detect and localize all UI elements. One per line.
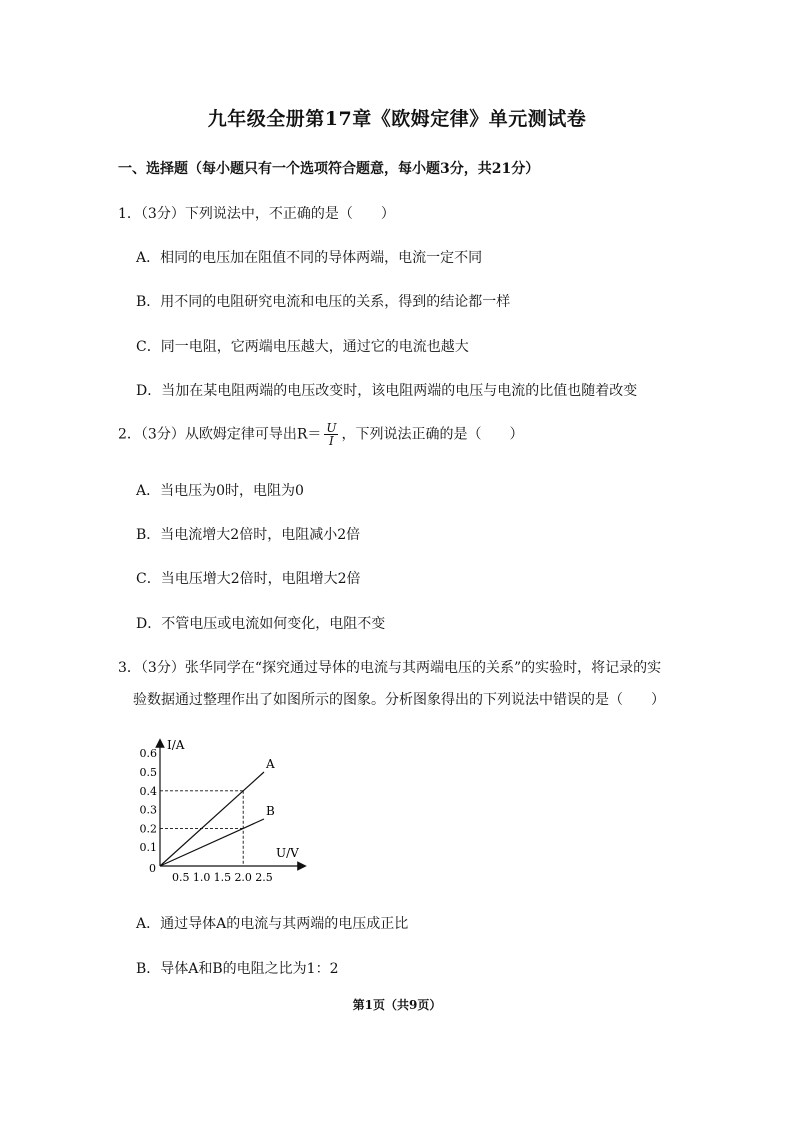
y-tick-label: 0.4: [140, 784, 157, 798]
page-footer: 第1页（共9页）: [352, 998, 442, 1012]
question-2-stem: [118, 422, 523, 447]
fraction-denominator: I: [329, 434, 334, 448]
question-3-option-b: B．导体A和B的电阻之比为1：2: [136, 961, 339, 977]
question-1-option-a: A．相同的电压加在阻值不同的导体两端，电流一定不同: [136, 250, 483, 266]
fraction-numerator: U: [326, 421, 337, 435]
formula-fraction: [324, 422, 338, 447]
question-1-option-b: B．用不同的电阻研究电流和电压的关系，得到的结论都一样: [136, 294, 511, 310]
question-3-stem-line1: 3．（3分）张华同学在“探究通过导体的电流与其两端电压的关系”的实验时，将记录的实: [118, 660, 662, 676]
y-tick-label: 0.5: [140, 766, 157, 779]
question-3-option-a: A．通过导体A的电流与其两端的电压成正比: [136, 916, 409, 932]
y-tick-label: 0.3: [140, 803, 157, 817]
question-2-stem-suffix: ，下列说法正确的是（ ）: [341, 426, 524, 443]
series-line-a: [160, 772, 264, 866]
section-heading: 一、选择题（每小题只有一个选项符合题意，每小题3分，共21分）: [118, 161, 540, 177]
current-voltage-chart: [140, 733, 310, 885]
series-line-b: [160, 819, 264, 866]
origin-label: 0: [149, 862, 156, 875]
question-1-option-d: D．当加在某电阻两端的电压改变时，该电阻两端的电压与电流的比值也随着改变: [136, 383, 638, 399]
x-axis-label: U/V: [276, 846, 299, 860]
series-label-b: B: [266, 804, 275, 818]
question-3-stem-line2: 验数据通过整理作出了如图所示的图象。分析图象得出的下列说法中错误的是（ ）: [133, 692, 665, 708]
x-tick-label: 1.5: [213, 871, 232, 884]
x-tick-label: 2.0: [234, 871, 252, 884]
question-1-stem: 1．（3分）下列说法中，不正确的是（ ）: [118, 206, 395, 222]
x-tick-label: 2.5: [255, 871, 273, 884]
question-2-option-b: B．当电流增大2倍时，电阻减小2倍: [136, 527, 361, 543]
x-tick-label: 0.5: [172, 871, 190, 884]
question-1-option-c: C．同一电阻，它两端电压越大，通过它的电流也越大: [136, 339, 469, 355]
y-tick-label: 0.2: [140, 822, 157, 836]
y-tick-label: 0.1: [140, 841, 157, 855]
page-title: 九年级全册第17章《欧姆定律》单元测试卷: [207, 108, 587, 130]
question-2-option-a: A．当电压为0时，电阻为0: [136, 483, 304, 499]
series-label-a: A: [266, 757, 275, 771]
question-2-option-c: C．当电压增大2倍时，电阻增大2倍: [136, 571, 361, 587]
question-2-option-d: D．不管电压或电流如何变化，电阻不变: [136, 616, 386, 632]
y-axis-label: I/A: [167, 738, 185, 752]
question-2-stem-prefix: 2．（3分）从欧姆定律可导出R＝: [118, 426, 322, 443]
y-tick-label: 0.6: [140, 747, 157, 761]
x-tick-label: 1.0: [192, 871, 211, 884]
